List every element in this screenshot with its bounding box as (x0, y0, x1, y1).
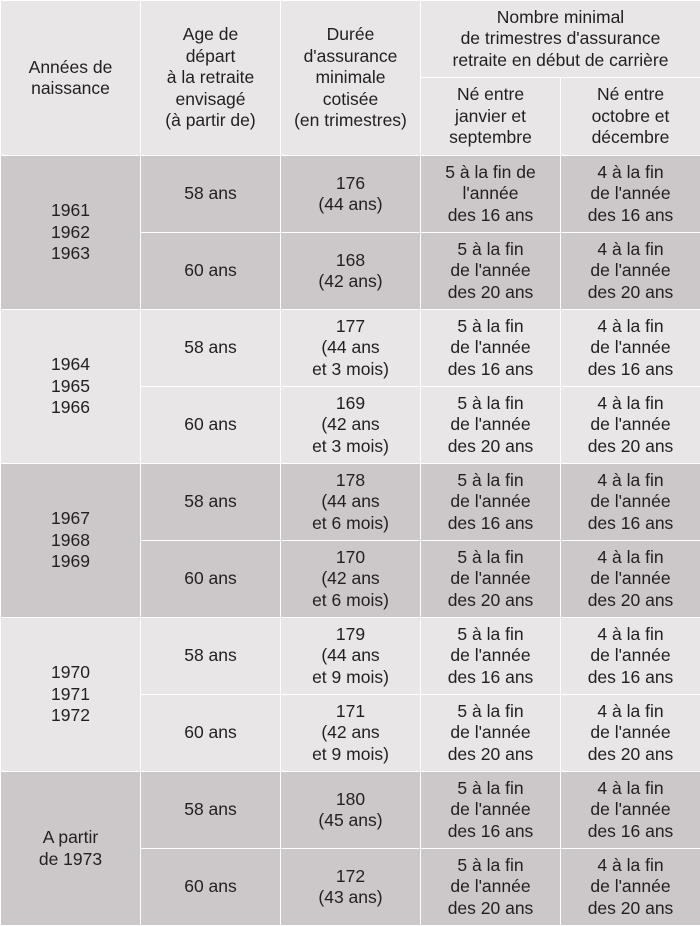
duration-cell: 177 (44 ans et 3 mois) (281, 310, 421, 387)
duration-cell: 180 (45 ans) (281, 772, 421, 849)
quarters-oct-dec-cell: 4 à la fin de l'année des 20 ans (561, 387, 700, 464)
quarters-oct-dec-cell: 4 à la fin de l'année des 16 ans (561, 156, 700, 233)
quarters-jan-sep-cell: 5 à la fin de l'année des 20 ans (421, 541, 561, 618)
table-row (1, 618, 700, 695)
birth-years-cell: A partir de 1973 (1, 772, 141, 926)
age-cell: 58 ans (141, 464, 281, 541)
duration-cell: 169 (42 ans et 3 mois) (281, 387, 421, 464)
birth-years-cell: 1970 1971 1972 (1, 618, 141, 772)
table-row (1, 772, 700, 849)
duration-cell: 172 (43 ans) (281, 849, 421, 926)
table-row (1, 464, 700, 541)
header-insurance-duration: Durée d'assurance minimale cotisée (en trimestres) (281, 1, 421, 156)
table-row (1, 156, 700, 233)
quarters-oct-dec-cell: 4 à la fin de l'année des 20 ans (561, 541, 700, 618)
quarters-jan-sep-cell: 5 à la fin de l'année des 16 ans (421, 156, 561, 233)
table-row (1, 310, 700, 387)
quarters-jan-sep-cell: 5 à la fin de l'année des 16 ans (421, 618, 561, 695)
age-cell: 58 ans (141, 156, 281, 233)
header-born-oct-dec: Né entre octobre et décembre (561, 78, 700, 156)
quarters-jan-sep-cell: 5 à la fin de l'année des 20 ans (421, 849, 561, 926)
age-cell: 60 ans (141, 695, 281, 772)
quarters-jan-sep-cell: 5 à la fin de l'année des 16 ans (421, 310, 561, 387)
age-cell: 60 ans (141, 387, 281, 464)
quarters-jan-sep-cell: 5 à la fin de l'année des 16 ans (421, 772, 561, 849)
quarters-jan-sep-cell: 5 à la fin de l'année des 20 ans (421, 233, 561, 310)
age-cell: 58 ans (141, 310, 281, 387)
duration-cell: 171 (42 ans et 9 mois) (281, 695, 421, 772)
duration-cell: 179 (44 ans et 9 mois) (281, 618, 421, 695)
quarters-oct-dec-cell: 4 à la fin de l'année des 16 ans (561, 310, 700, 387)
age-cell: 60 ans (141, 849, 281, 926)
quarters-oct-dec-cell: 4 à la fin de l'année des 16 ans (561, 772, 700, 849)
quarters-jan-sep-cell: 5 à la fin de l'année des 20 ans (421, 387, 561, 464)
age-cell: 58 ans (141, 618, 281, 695)
quarters-oct-dec-cell: 4 à la fin de l'année des 20 ans (561, 849, 700, 926)
duration-cell: 168 (42 ans) (281, 233, 421, 310)
quarters-oct-dec-cell: 4 à la fin de l'année des 20 ans (561, 233, 700, 310)
birth-years-cell: 1961 1962 1963 (1, 156, 141, 310)
birth-years-cell: 1964 1965 1966 (1, 310, 141, 464)
quarters-oct-dec-cell: 4 à la fin de l'année des 16 ans (561, 618, 700, 695)
quarters-jan-sep-cell: 5 à la fin de l'année des 20 ans (421, 695, 561, 772)
duration-cell: 176 (44 ans) (281, 156, 421, 233)
duration-cell: 178 (44 ans et 6 mois) (281, 464, 421, 541)
quarters-oct-dec-cell: 4 à la fin de l'année des 16 ans (561, 464, 700, 541)
duration-cell: 170 (42 ans et 6 mois) (281, 541, 421, 618)
age-cell: 58 ans (141, 772, 281, 849)
age-cell: 60 ans (141, 541, 281, 618)
header-minimum-quarters: Nombre minimal de trimestres d'assurance retraite en début de carrière (421, 1, 700, 78)
quarters-oct-dec-cell: 4 à la fin de l'année des 20 ans (561, 695, 700, 772)
quarters-jan-sep-cell: 5 à la fin de l'année des 16 ans (421, 464, 561, 541)
birth-years-cell: 1967 1968 1969 (1, 464, 141, 618)
header-departure-age: Age de départ à la retraite envisagé (à partir de) (141, 1, 281, 156)
header-born-jan-sep: Né entre janvier et septembre (421, 78, 561, 156)
header-birth-years: Années de naissance (1, 1, 141, 156)
age-cell: 60 ans (141, 233, 281, 310)
